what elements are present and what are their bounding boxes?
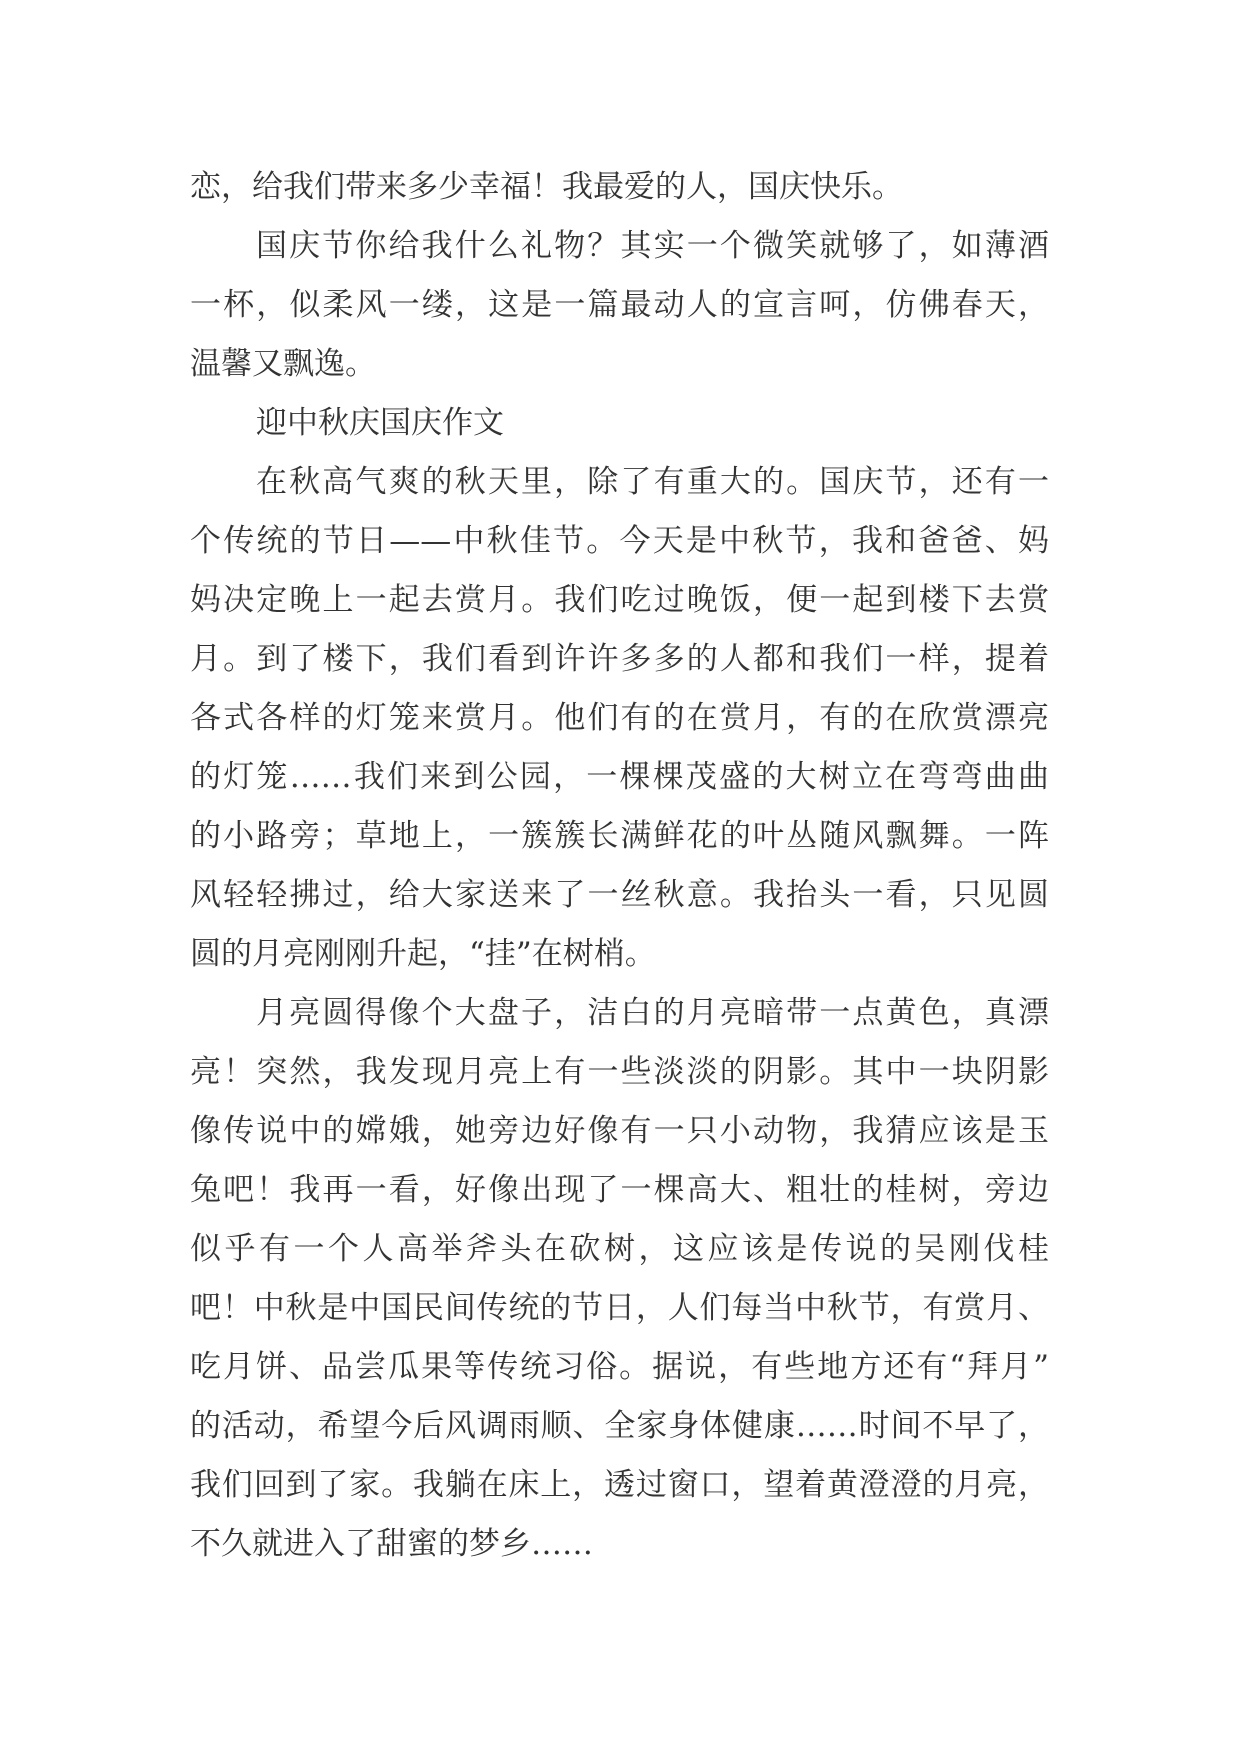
text-line: 各式各样的灯笼来赏月。他们有的在赏月，有的在欣赏漂亮	[190, 700, 1049, 736]
text-line: 不久就进入了甜蜜的梦乡……	[190, 1526, 593, 1562]
text-line: 在秋高气爽的秋天里，除了有重大的。国庆节，还有一	[256, 464, 1049, 500]
text-line: 温馨又飘逸。	[190, 346, 376, 382]
text-line: 兔吧！我再一看，好像出现了一棵高大、粗壮的桂树，旁边	[190, 1172, 1049, 1208]
text-line: 似乎有一个人高举斧头在砍树，这应该是传说的吴刚伐桂	[190, 1231, 1049, 1267]
text-line: 的灯笼……我们来到公园，一棵棵茂盛的大树立在弯弯曲曲	[190, 759, 1049, 795]
text-line: 的活动，希望今后风调雨顺、全家身体健康……时间不早了，	[190, 1408, 1049, 1444]
section-heading: 迎中秋庆国庆作文	[256, 405, 504, 441]
text-line: 圆的月亮刚刚升起，“挂”在树梢。	[190, 936, 656, 972]
text-line: 月。到了楼下，我们看到许许多多的人都和我们一样，提着	[190, 641, 1049, 677]
text-line: 吃月饼、品尝瓜果等传统习俗。据说，有些地方还有“拜月”	[190, 1349, 1049, 1385]
text-line: 亮！突然，我发现月亮上有一些淡淡的阴影。其中一块阴影	[190, 1054, 1049, 1090]
text-line: 个传统的节日——中秋佳节。今天是中秋节，我和爸爸、妈	[190, 523, 1049, 559]
text-line: 我们回到了家。我躺在床上，透过窗口，望着黄澄澄的月亮，	[190, 1467, 1049, 1503]
text-line: 像传说中的嫦娥，她旁边好像有一只小动物，我猜应该是玉	[190, 1113, 1049, 1149]
text-line: 月亮圆得像个大盘子，洁白的月亮暗带一点黄色，真漂	[256, 995, 1049, 1031]
text-line: 恋，给我们带来多少幸福！我最爱的人，国庆快乐。	[190, 169, 903, 205]
text-line: 风轻轻拂过，给大家送来了一丝秋意。我抬头一看，只见圆	[190, 877, 1049, 913]
text-line: 吧！中秋是中国民间传统的节日，人们每当中秋节，有赏月、	[190, 1290, 1049, 1326]
text-line: 的小路旁；草地上，一簇簇长满鲜花的叶丛随风飘舞。一阵	[190, 818, 1049, 854]
text-line: 国庆节你给我什么礼物？其实一个微笑就够了，如薄酒	[256, 228, 1049, 264]
body-text	[190, 158, 1049, 1574]
text-line: 一杯，似柔风一缕，这是一篇最动人的宣言呵，仿佛春天，	[190, 287, 1049, 323]
text-line: 妈决定晚上一起去赏月。我们吃过晚饭，便一起到楼下去赏	[190, 582, 1049, 618]
